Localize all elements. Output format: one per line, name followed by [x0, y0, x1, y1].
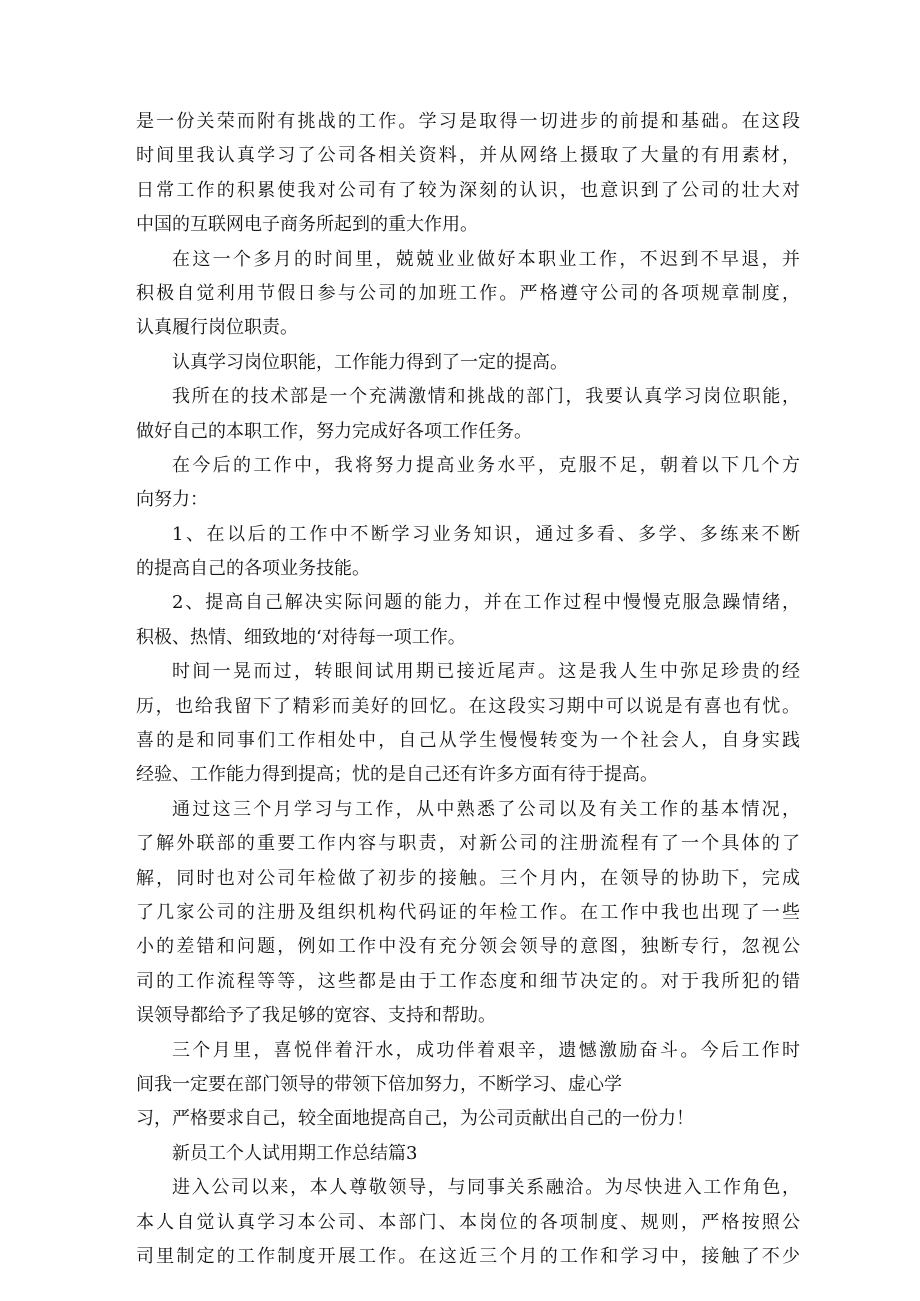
- text-line: 经验、工作能力得到提高；忧的是自己还有许多方面有待于提高。: [136, 764, 658, 786]
- text-line: 认真学习岗位职能，工作能力得到了一定的提高。: [172, 351, 568, 373]
- text-line: 我所在的技术部是一个充满激情和挑战的部门，我要认真学习岗位职能，: [172, 386, 800, 408]
- text-line: 司的工作流程等等，这些都是由于工作态度和细节决定的。对于我所犯的错: [136, 970, 800, 992]
- text-line: 喜的是和同事们工作相处中，自己从学生慢慢转变为一个社会人，自身实践: [136, 730, 800, 752]
- text-line: 是一份关荣而附有挑战的工作。学习是取得一切进步的前提和基础。在这段: [136, 111, 800, 132]
- text-line: 认真履行岗位职责。: [136, 317, 298, 339]
- text-line: 向努力：: [136, 489, 208, 511]
- text-line: 历，也给我留下了精彩而美好的回忆。在这段实习期中可以说是有喜也有忧。: [136, 695, 800, 717]
- text-line: 间我一定要在部门领导的带领下倍加努力，不断学习、虚心学: [136, 1073, 622, 1095]
- text-line: 小的差错和问题，例如工作中没有充分领会领导的意图，独断专行，忽视公: [136, 936, 800, 958]
- text-line: 习，严格要求自己，较全面地提高自己，为公司贡献出自己的一份力！: [136, 1108, 694, 1130]
- text-line: 积极、热情、细致地的‘对待每一项工作。: [136, 626, 466, 648]
- document-body-text: [136, 105, 800, 1274]
- text-line: 2、提高自己解决实际问题的能力，并在工作过程中慢慢克服急躁情绪，: [172, 592, 800, 614]
- text-line: 积极自觉利用节假日参与公司的加班工作。严格遵守公司的各项规章制度，: [136, 282, 800, 304]
- text-line: 新员工个人试用期工作总结篇3: [172, 1142, 418, 1164]
- text-line: 日常工作的积累使我对公司有了较为深刻的认识，也意识到了公司的壮大对: [136, 179, 800, 201]
- text-line: 时间一晃而过，转眼间试用期已接近尾声。这是我人生中弥足珍贵的经: [172, 661, 800, 683]
- text-line: 做好自己的本职工作，努力完成好各项工作任务。: [136, 420, 532, 442]
- text-line: 解，同时也对公司年检做了初步的接触。三个月内，在领导的协助下，完成: [136, 867, 800, 889]
- text-line: 误领导都给予了我足够的宽容、支持和帮助。: [136, 1005, 496, 1027]
- text-line: 时间里我认真学习了公司各相关资料，并从网络上摄取了大量的有用素材，: [136, 145, 800, 167]
- text-line: 在这一个多月的时间里，兢兢业业做好本职业工作，不迟到不早退，并: [172, 248, 800, 270]
- text-line: 通过这三个月学习与工作，从中熟悉了公司以及有关工作的基本情况，: [172, 798, 800, 820]
- text-line: 了几家公司的注册及组织机构代码证的年检工作。在工作中我也出现了一些: [136, 901, 800, 923]
- text-line: 中国的互联网电子商务所起到的重大作用。: [136, 214, 478, 236]
- text-line: 进入公司以来，本人尊敬领导，与同事关系融洽。为尽快进入工作角色，: [172, 1177, 800, 1199]
- text-line: 三个月里，喜悦伴着汗水，成功伴着艰辛，遗憾激励奋斗。今后工作时: [172, 1039, 800, 1061]
- text-line: 本人自觉认真学习本公司、本部门、本岗位的各项制度、规则，严格按照公: [136, 1211, 800, 1233]
- text-line: 1、在以后的工作中不断学习业务知识，通过多看、多学、多练来不断: [172, 523, 800, 545]
- text-line: 的提高自己的各项业务技能。: [136, 558, 370, 580]
- text-line: 在今后的工作中，我将努力提高业务水平，克服不足，朝着以下几个方: [172, 454, 800, 476]
- text-line: 司里制定的工作制度开展工作。在这近三个月的工作和学习中，接触了不少: [136, 1245, 800, 1267]
- text-line: 了解外联部的重要工作内容与职责，对新公司的注册流程有了一个具体的了: [136, 833, 800, 855]
